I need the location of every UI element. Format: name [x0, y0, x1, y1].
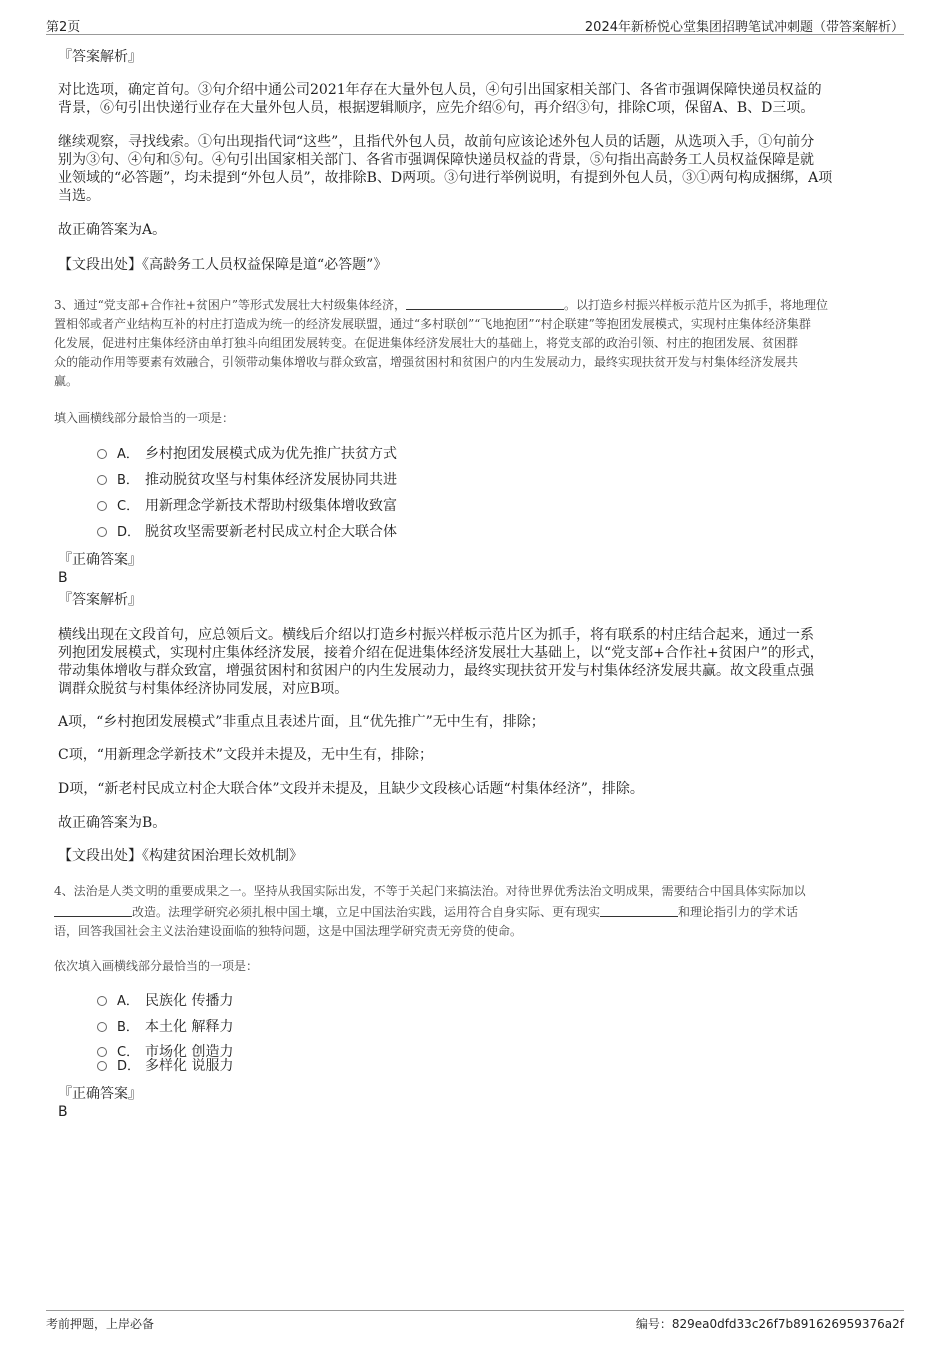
- q4-option-d[interactable]: D． 多样化 说服力: [97, 1057, 233, 1076]
- page-footer: [46, 1310, 904, 1331]
- q3-analysis-line1: 横线出现在文段首句，应总领后文。横线后介绍以打造乡村振兴样板示范片区为抓手，将有联系的村庄结合起来，通过一系: [58, 627, 814, 643]
- q2-analysis-p2-line1: 继续观察，寻找线索。①句出现指代词“这些”，且指代外包人员，故前句应该论述外包人员的话题，从选项入手，①句前分: [58, 134, 815, 150]
- q3-stem-line5: 赢。: [54, 374, 79, 388]
- q3-analysis-line2: 列抱团发展模式，实现村庄集体经济发展，接着介绍在促进集体经济发展壮大基础上，以“党支部+合作社+贫困户”的形式，: [58, 645, 824, 661]
- radio-button[interactable]: [97, 1047, 107, 1057]
- q3-option-d-explanation: D项，“新老村民成立村企大联合体”文段并未提及，且缺少文段核心话题“村集体经济”，排除。: [58, 781, 644, 797]
- document-id: 编号：829ea0dfd33c26f7b891626959376a2f: [635, 1317, 904, 1331]
- footer-slogan: 考前押题，上岸必备: [46, 1317, 155, 1331]
- q4-blank-2: [600, 904, 678, 917]
- q4-option-a[interactable]: A． 民族化 传播力: [97, 992, 233, 1011]
- q4-stem-line1: 4、法治是人类文明的重要成果之一。坚持从我国实际出发，不等于关起门来搞法治。对待世界优秀法治文明成果，需要结合中国具体实际加以: [54, 884, 806, 898]
- q4-prompt: 依次填入画横线部分最恰当的一项是：: [54, 959, 259, 973]
- radio-button[interactable]: [97, 527, 107, 537]
- q3-analysis-line3: 带动集体增收与群众致富，增强贫困村和贫困户的内生发展动力，最终实现扶贫开发与村集体经济发展共赢。故文段重点强: [58, 663, 814, 679]
- q4-blank-1: [54, 904, 132, 917]
- q4-option-c[interactable]: C． 市场化 创造力: [97, 1043, 233, 1062]
- q3-source: 【文段出处】《构建贫困治理长效机制》: [58, 848, 303, 864]
- q3-option-b[interactable]: B． 推动脱贫攻坚与村集体经济发展协同共进: [97, 471, 397, 490]
- q3-stem-line2: 置相邻或者产业结构互补的村庄打造成为统一的经济发展联盟，通过“多村联创”“飞地抱团”“村企联建”等抱团发展模式，实现村庄集体经济集群: [54, 317, 811, 331]
- q3-analysis-line4: 调群众脱贫与村集体经济协同发展，对应B项。: [58, 681, 349, 697]
- q3-blank: [406, 297, 564, 310]
- q2-analysis-p1-line1: 对比选项，确定首句。③句介绍中通公司2021年存在大量外包人员，④句引出国家相关部门、各省市强调保障快递员权益的: [58, 82, 822, 98]
- radio-button[interactable]: [97, 501, 107, 511]
- q3-option-a-explanation: A项，“乡村抱团发展模式”非重点且表述片面，且“优先推广”无中生有，排除；: [58, 714, 545, 730]
- q4-answer-label: 『正确答案』: [58, 1086, 142, 1102]
- q3-answer: B: [58, 570, 68, 586]
- q3-prompt: 填入画横线部分最恰当的一项是：: [54, 411, 235, 425]
- q3-stem-line4: 众的能动作用等要素有效融合，引领带动集体增收与群众致富，增强贫困村和贫困户的内生发展动力，最终实现扶贫开发与村集体经济发展共: [54, 355, 799, 369]
- q3-answer-label: 『正确答案』: [58, 552, 142, 568]
- q4-answer: B: [58, 1104, 68, 1120]
- q4-stem-line3: 语，回答我国社会主义法治建设面临的独特问题，这是中国法理学研究责无旁贷的使命。: [54, 924, 523, 938]
- page-number: 第2页: [46, 20, 81, 35]
- q3-option-a[interactable]: A． 乡村抱团发展模式成为优先推广扶贫方式: [97, 445, 397, 464]
- q4-option-b[interactable]: B． 本土化 解释力: [97, 1018, 233, 1037]
- q2-analysis-label: 『答案解析』: [58, 49, 142, 65]
- q3-option-c[interactable]: C． 用新理念学新技术帮助村级集体增收致富: [97, 497, 397, 516]
- q2-conclusion: 故正确答案为A。: [58, 222, 167, 238]
- q2-source: 【文段出处】《高龄务工人员权益保障是道“必答题”》: [58, 257, 388, 273]
- q2-analysis-p2-line3: 业领域的“必答题”，均未提到“外包人员”，故排除B、D两项。③句进行举例说明，有提到外包人员，③①两句构成捆绑，A项: [58, 170, 833, 186]
- radio-button[interactable]: [97, 996, 107, 1006]
- q4-stem-line2: 改造。法理学研究必须扎根中国土壤，立足中国法治实践，运用符合自身实际、更有现实 和理论指引力的学术话: [54, 903, 902, 922]
- radio-button[interactable]: [97, 475, 107, 485]
- q3-stem-line3: 化发展，促进村庄集体经济由单打独斗向组团发展转变。在促进集体经济发展壮大的基础上，将党支部的政治引领、村庄的抱团发展、贫困群: [54, 336, 799, 350]
- q3-conclusion: 故正确答案为B。: [58, 815, 167, 831]
- q3-stem-line1: 3、通过“党支部+合作社+贫困户”等形式发展壮大村级集体经济， 。以打造乡村振兴样板示范片区为抓手，将地理位: [54, 298, 829, 312]
- q3-option-d[interactable]: D． 脱贫攻坚需要新老村民成立村企大联合体: [97, 523, 397, 542]
- radio-button[interactable]: [97, 1022, 107, 1032]
- q2-analysis-p2-line2: 别为③句、④句和⑤句。④句引出国家相关部门、各省市强调保障快递员权益的背景，⑤句指出高龄务工人员权益保障是就: [58, 152, 814, 168]
- q3-analysis-label: 『答案解析』: [58, 592, 142, 608]
- document-title: 2024年新桥悦心堂集团招聘笔试冲刺题（带答案解析）: [584, 20, 904, 35]
- radio-button[interactable]: [97, 449, 107, 459]
- page-header: [46, 14, 904, 35]
- q2-analysis-p2-line4: 当选。: [58, 188, 100, 204]
- radio-button[interactable]: [97, 1061, 107, 1071]
- q2-analysis-p1-line2: 背景，⑥句引出快递行业存在大量外包人员，根据逻辑顺序，应先介绍⑥句，再介绍③句，排除C项，保留A、B、D三项。: [58, 100, 815, 116]
- q3-option-c-explanation: C项，“用新理念学新技术”文段并未提及，无中生有，排除；: [58, 747, 434, 763]
